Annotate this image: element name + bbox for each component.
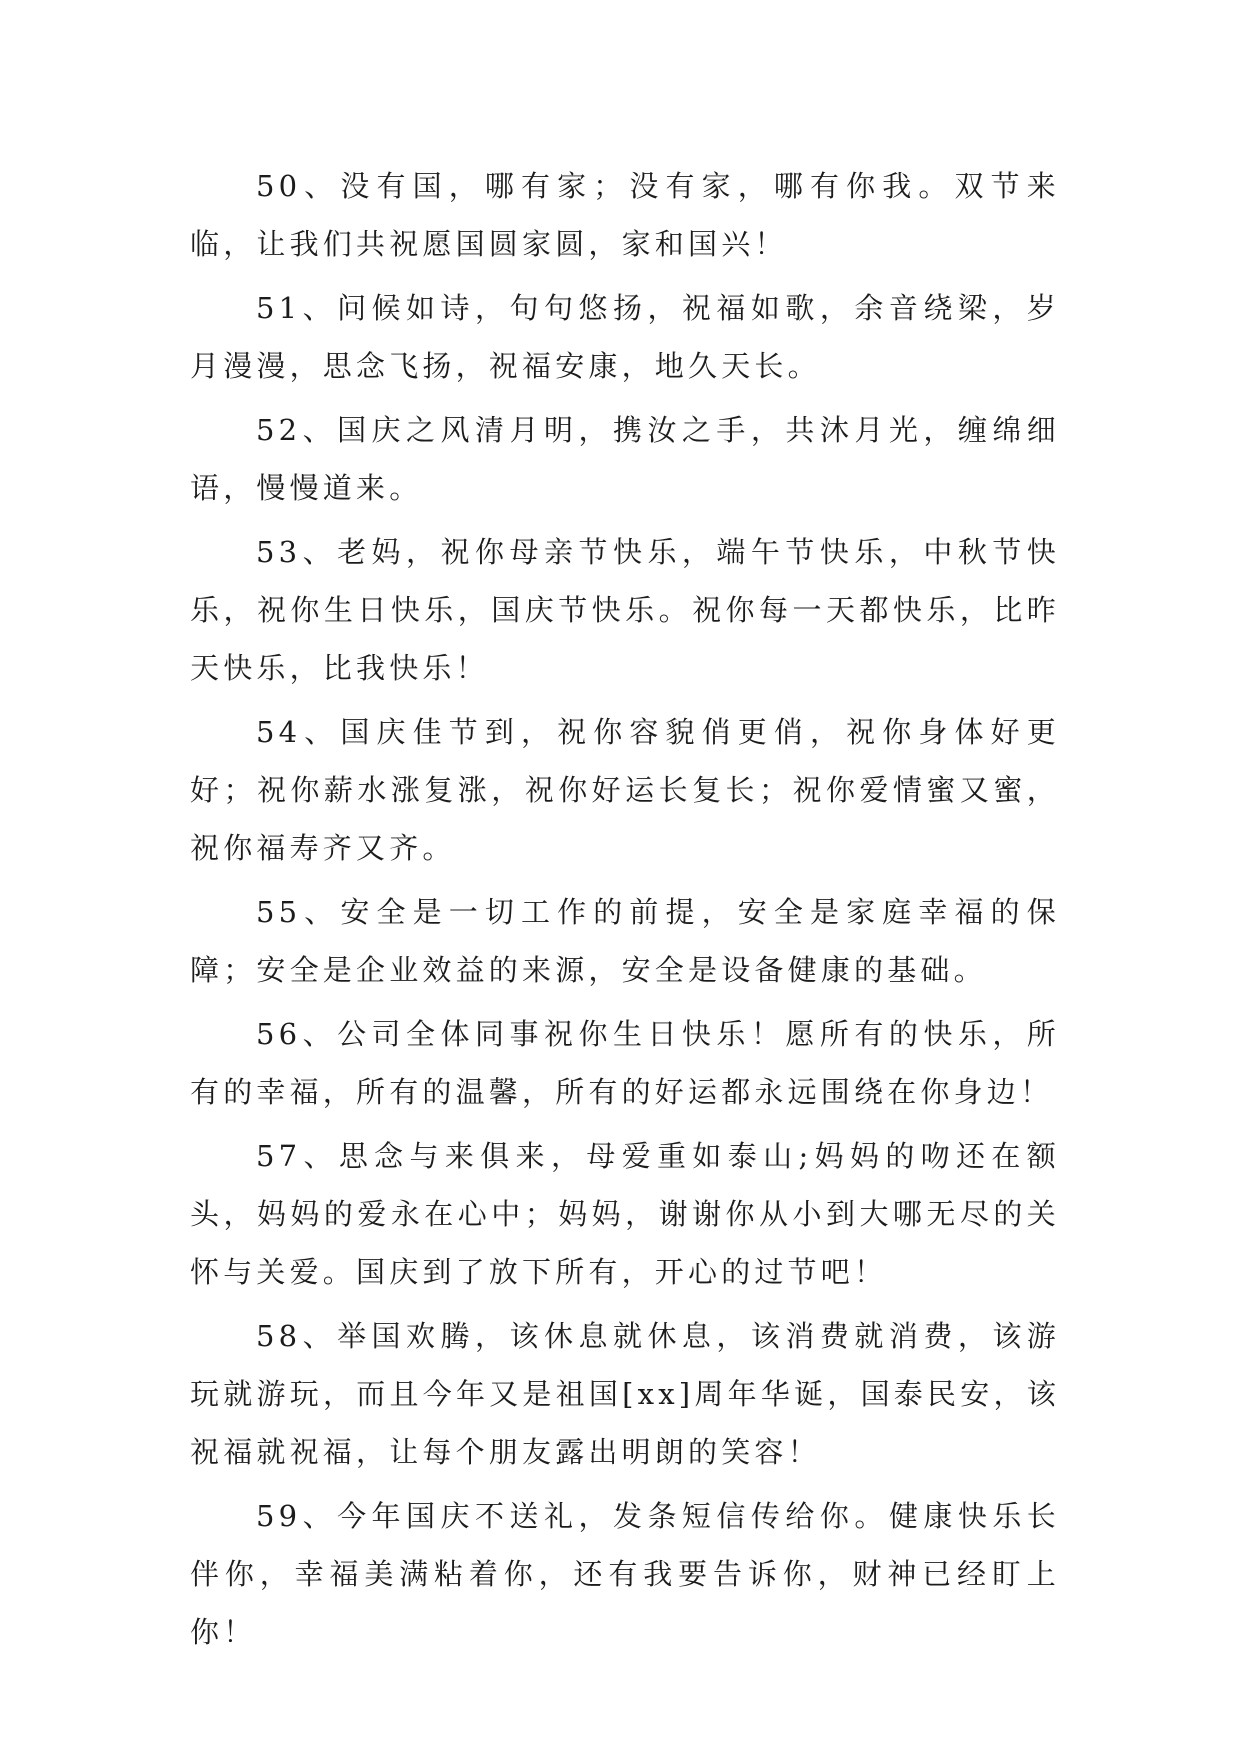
document-body <box>190 157 1060 1667</box>
paragraph-58: 58、举国欢腾，该休息就休息，该消费就消费，该游玩就游玩，而且今年又是祖国[xx]周年华诞，国泰民安，该祝福就祝福，让每个朋友露出明朗的笑容！ <box>190 1319 1060 1469</box>
paragraph-56: 56、公司全体同事祝你生日快乐！愿所有的快乐，所有的幸福，所有的温馨，所有的好运都永远围绕在你身边！ <box>190 1017 1060 1109</box>
paragraph-53: 53、老妈，祝你母亲节快乐，端午节快乐，中秋节快乐，祝你生日快乐，国庆节快乐。祝你每一天都快乐，比昨天快乐，比我快乐！ <box>190 535 1060 685</box>
paragraph-52: 52、国庆之风清月明，携汝之手，共沐月光，缠绵细语，慢慢道来。 <box>190 413 1060 505</box>
paragraph-51: 51、问候如诗，句句悠扬，祝福如歌，余音绕梁，岁月漫漫，思念飞扬，祝福安康，地久天长。 <box>190 291 1060 383</box>
paragraph-54: 54、国庆佳节到，祝你容貌俏更俏，祝你身体好更好；祝你薪水涨复涨，祝你好运长复长；祝你爱情蜜又蜜，祝你福寿齐又齐。 <box>190 715 1060 865</box>
paragraph-59: 59、今年国庆不送礼，发条短信传给你。健康快乐长伴你，幸福美满粘着你，还有我要告诉你，财神已经盯上你！ <box>190 1499 1060 1649</box>
paragraph-55: 55、安全是一切工作的前提，安全是家庭幸福的保障；安全是企业效益的来源，安全是设备健康的基础。 <box>190 895 1060 987</box>
paragraph-50: 50、没有国，哪有家；没有家，哪有你我。双节来临，让我们共祝愿国圆家圆，家和国兴！ <box>190 169 1060 261</box>
paragraph-57: 57、思念与来俱来，母爱重如泰山;妈妈的吻还在额头，妈妈的爱永在心中；妈妈，谢谢你从小到大哪无尽的关怀与关爱。国庆到了放下所有，开心的过节吧！ <box>190 1139 1060 1289</box>
